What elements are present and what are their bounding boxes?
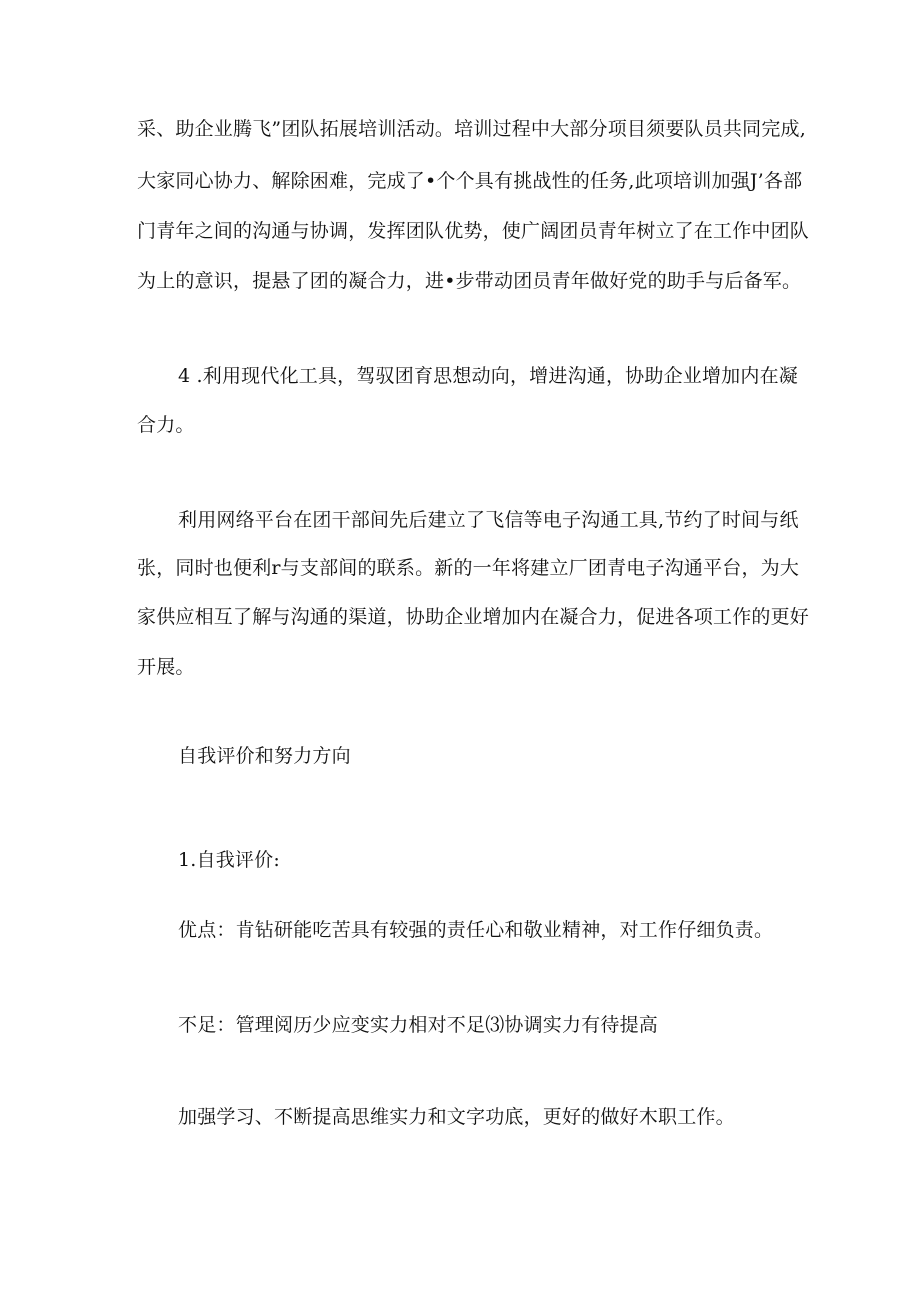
- paragraph-2-line-3: 家供应相互了解与沟通的渠道，协助企业增加内在凝合力，促进各项工作的更好: [137, 606, 810, 628]
- paragraph-2-line-1: 利用网络平台在团干部间先后建立了飞信等电子沟通工具,节约了时间与纸: [178, 509, 799, 531]
- paragraph-1-line-1: 采、助企业腾飞”团队拓展培训活动。培训过程中大部分项目须要队员共同完成,: [137, 118, 806, 140]
- weaknesses-text: 不足：管理阅历少应变实力相对不足⑶协调实力有待提高: [178, 1014, 659, 1036]
- section-title: 自我评价和努力方向: [178, 745, 351, 767]
- heading-4-line-1: 4 .利用现代化工具，驾驭团育思想动向，增进沟通，协助企业增加内在凝: [178, 365, 798, 387]
- subheading-self-evaluation: 1.自我评价:: [178, 849, 280, 871]
- paragraph-2-line-4: 开展。: [137, 656, 195, 678]
- paragraph-1-line-2: 大家同心协力、解除困难，完成了•个个具有挑战性的任务,此项培训加强J’各部: [137, 170, 803, 192]
- paragraph-2-line-2: 张，同时也便利r与支部间的联系。新的一年将建立厂团青电子沟通平台，为大: [137, 557, 800, 579]
- improvement-text: 加强学习、不断提高思维实力和文字功底，更好的做好木职工作。: [178, 1106, 735, 1128]
- paragraph-1-line-4: 为上的意识，提悬了团的凝合力，进•步带动团员青年做好党的助手与后备军。: [137, 270, 802, 292]
- paragraph-1-line-3: 门青年之间的沟通与协调，发挥团队优势，使广阔团员青年树立了在工作中团队: [137, 220, 810, 242]
- heading-4-line-2: 合力。: [137, 414, 195, 436]
- strengths-text: 优点：肯钻研能吃苦具有较强的责任心和敬业精神，对工作仔细负责。: [178, 919, 774, 941]
